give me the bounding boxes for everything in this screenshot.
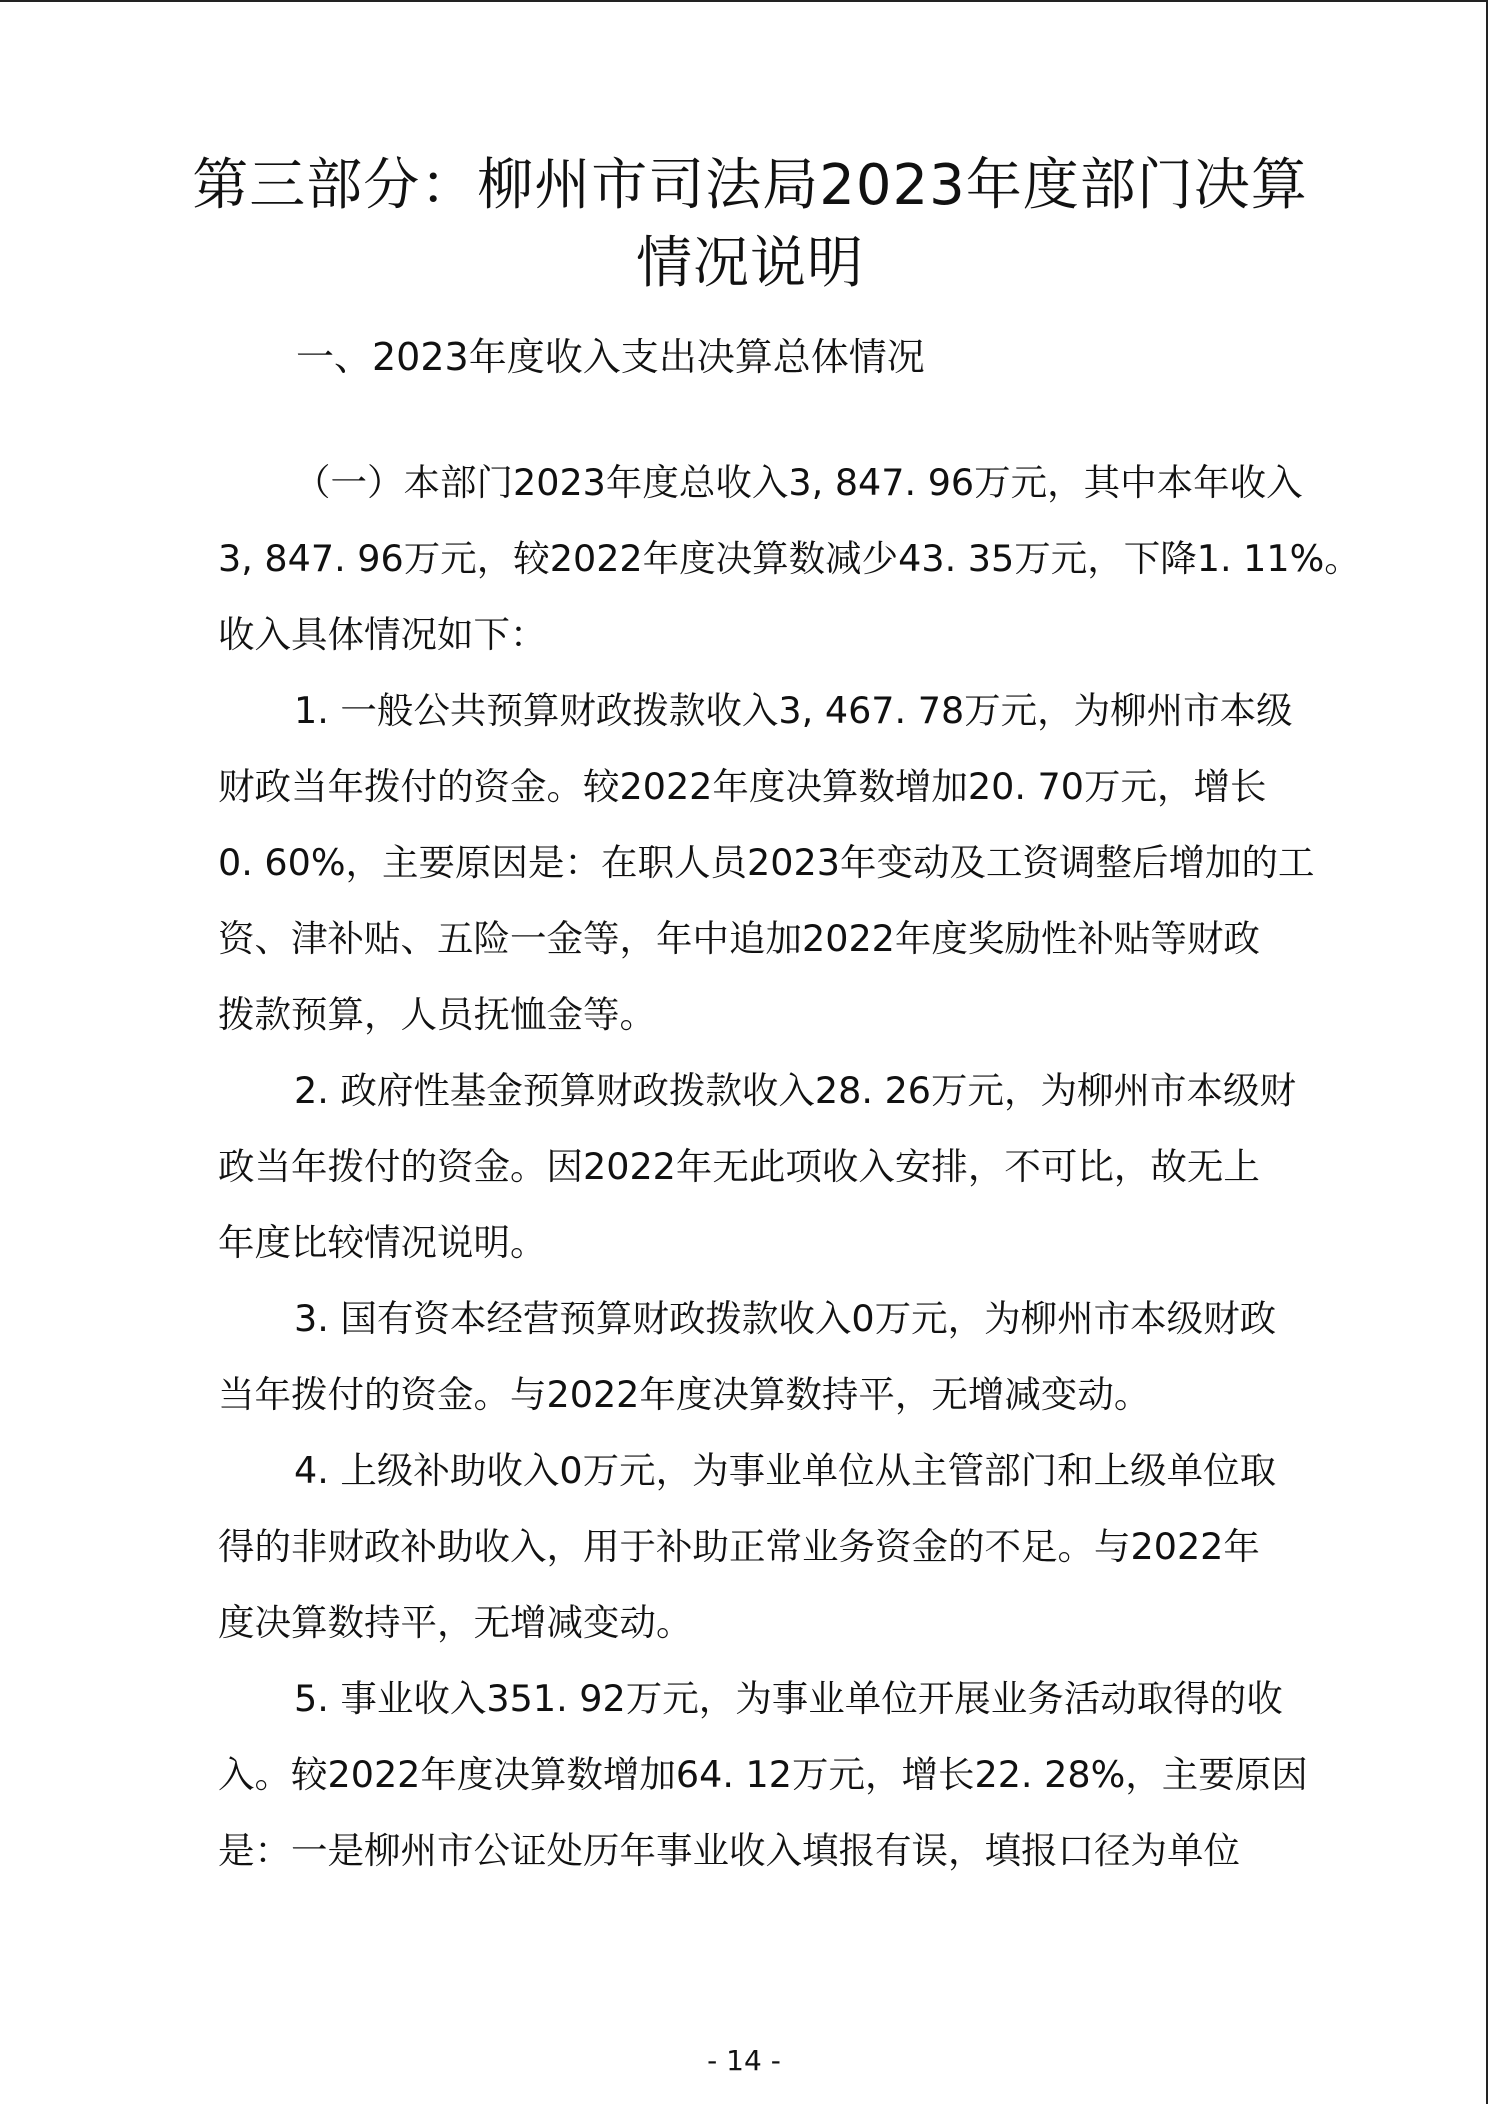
paragraph-line: 收入具体情况如下：	[218, 613, 547, 656]
paragraph-line: 政当年拨付的资金。因2022年无此项收入安排，不可比，故无上	[218, 1145, 1260, 1188]
paragraph-line: 资、津补贴、五险一金等，年中追加2022年度奖励性补贴等财政	[218, 917, 1260, 960]
document-body	[218, 445, 1361, 1889]
paragraph-line: 5. 事业收入351. 92万元，为事业单位开展业务活动取得的收	[294, 1677, 1283, 1720]
document-title	[190, 147, 1310, 303]
paragraph-line: 2. 政府性基金预算财政拨款收入28. 26万元，为柳州市本级财	[294, 1069, 1297, 1112]
page-number: - 14 -	[707, 2044, 781, 2077]
section-heading: 一、2023年度收入支出决算总体情况	[296, 335, 925, 379]
paragraph-line: 3, 847. 96万元，较2022年度决算数减少43. 35万元，下降1. 11%。	[218, 537, 1361, 580]
paragraph-general-budget	[218, 673, 1315, 1053]
paragraph-line: 度决算数持平，无增减变动。	[218, 1601, 693, 1644]
paragraph-business-income	[218, 1661, 1308, 1889]
paragraph-line: 入。较2022年度决算数增加64. 12万元，增长22. 28%，主要原因	[218, 1753, 1308, 1796]
paragraph-line: 0. 60%，主要原因是：在职人员2023年变动及工资调整后增加的工	[218, 841, 1315, 884]
paragraph-total-income	[218, 445, 1361, 673]
paragraph-line: 年度比较情况说明。	[218, 1221, 547, 1264]
paragraph-line: 拨款预算，人员抚恤金等。	[218, 993, 656, 1036]
paragraph-line: 财政当年拨付的资金。较2022年度决算数增加20. 70万元，增长	[218, 765, 1267, 808]
paragraph-line: （一）本部门2023年度总收入3, 847. 96万元，其中本年收入	[294, 461, 1303, 504]
paragraph-line: 是：一是柳州市公证处历年事业收入填报有误，填报口径为单位	[218, 1829, 1240, 1872]
title-line-1: 第三部分：柳州市司法局2023年度部门决算	[192, 153, 1308, 218]
paragraph-superior-subsidy	[218, 1433, 1290, 1661]
paragraph-line: 得的非财政补助收入，用于补助正常业务资金的不足。与2022年	[218, 1525, 1260, 1568]
paragraph-government-fund	[218, 1053, 1297, 1281]
paragraph-state-capital	[218, 1281, 1290, 1433]
paragraph-line: 4. 上级补助收入0万元，为事业单位从主管部门和上级单位取	[294, 1449, 1277, 1492]
title-line-2: 情况说明	[636, 231, 864, 296]
paragraph-line: 3. 国有资本经营预算财政拨款收入0万元，为柳州市本级财政	[294, 1297, 1277, 1340]
paragraph-line: 当年拨付的资金。与2022年度决算数持平，无增减变动。	[218, 1373, 1151, 1416]
paragraph-line: 1. 一般公共预算财政拨款收入3, 467. 78万元，为柳州市本级	[294, 689, 1293, 732]
